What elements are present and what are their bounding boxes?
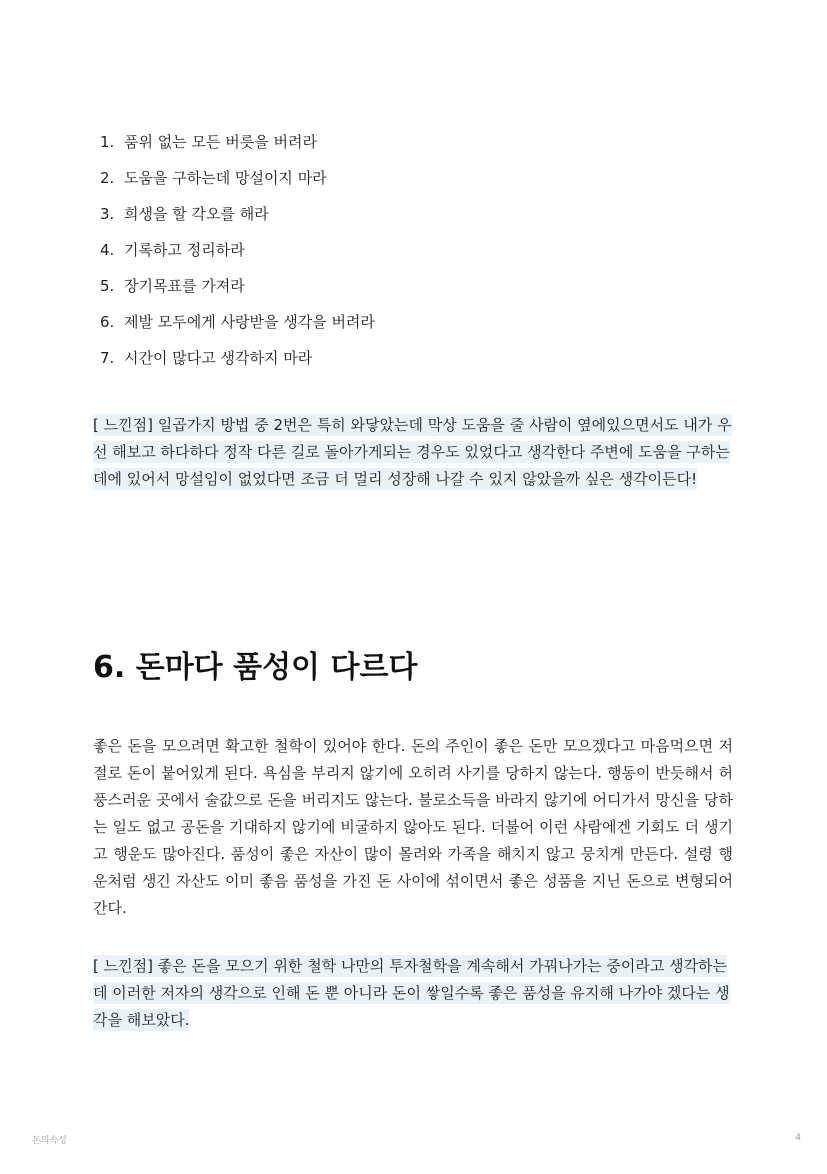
list-number: 4.: [100, 241, 115, 259]
list-item: [100, 164, 375, 200]
list-text: 기록하고 정리하라: [124, 241, 245, 259]
list-number: 6.: [100, 313, 115, 331]
list-item: [100, 200, 375, 236]
reflection-note-1: [93, 412, 733, 493]
highlighted-text: [ 느낀점] 좋은 돈을 모으기 위한 철학 나만의 투자철학을 계속해서 가꿔나가는 중이라고 생각하는데 이러한 저자의 생각으로 인해 돈 뿐 아니라 돈이 쌓일수록 좋은 품성을 유지해 나가야 겠다는 생각을 해보았다.: [93, 957, 730, 1029]
footer-book-title: 돈의속성: [32, 1136, 67, 1146]
list-number: 3.: [100, 205, 115, 223]
list-number: 5.: [100, 277, 115, 295]
reflection-note-2: [93, 953, 733, 1034]
list-number: 7.: [100, 349, 115, 367]
list-text: 품위 없는 모든 버릇을 버려라: [124, 133, 317, 151]
list-item: [100, 128, 375, 164]
list-item: [100, 344, 375, 380]
list-number: 2.: [100, 169, 115, 187]
section-body: 좋은 돈을 모으려면 확고한 철학이 있어야 한다. 돈의 주인이 좋은 돈만 모으겠다고 마음먹으면 저절로 돈이 붙어있게 된다. 욕심을 부리지 않기에 오히려 사기를 당하지 않는다. 행동이 반듯해서 허풍스러운 곳에서 술값으로 돈을 버리지도 않는다. 불로소득을 바라지 않기에 어디가서 망신을 당하는 일도 없고 공돈을 기대하지 않기에 비굴하지 않아도 된다. 더불어 이런 사람에겐 기회도 더 생기고 행운도 많아진다. 품성이 좋은 자산이 많이 몰려와 가족을 해치지 않고 뭉치게 만든다. 설령 행운처럼 생긴 자산도 이미 좋음 품성을 가진 돈 사이에 섞이면서 좋은 성품을 지닌 돈으로 변형되어간다.: [93, 737, 733, 917]
list-item: [100, 236, 375, 272]
footer-page-number: 4: [795, 1133, 801, 1143]
numbered-list: [100, 128, 375, 380]
list-number: 1.: [100, 133, 115, 151]
list-item: [100, 272, 375, 308]
list-text: 도움을 구하는데 망설이지 마라: [124, 169, 327, 187]
list-text: 장기목표를 가져라: [124, 277, 245, 295]
list-item: [100, 308, 375, 344]
list-text: 희생을 할 각오를 해라: [124, 205, 269, 223]
highlighted-text: [ 느낀점] 일곱가지 방법 중 2번은 특히 와닿았는데 막상 도움을 줄 사람이 옆에있으면서도 내가 우선 해보고 하다하다 정작 다른 길로 돌아가게되는 경우도 있었다고 생각한다 주변에 도움을 구하는데에 있어서 망설임이 없었다면 조금 더 멀리 성장해 나갈 수 있지 않았을까 싶은 생각이든다!: [93, 416, 732, 488]
list-text: 시간이 많다고 생각하지 마라: [124, 349, 313, 367]
list-text: 제발 모두에게 사랑받을 생각을 버려라: [124, 313, 375, 331]
section-title: 6. 돈마다 품성이 다르다: [93, 650, 418, 685]
